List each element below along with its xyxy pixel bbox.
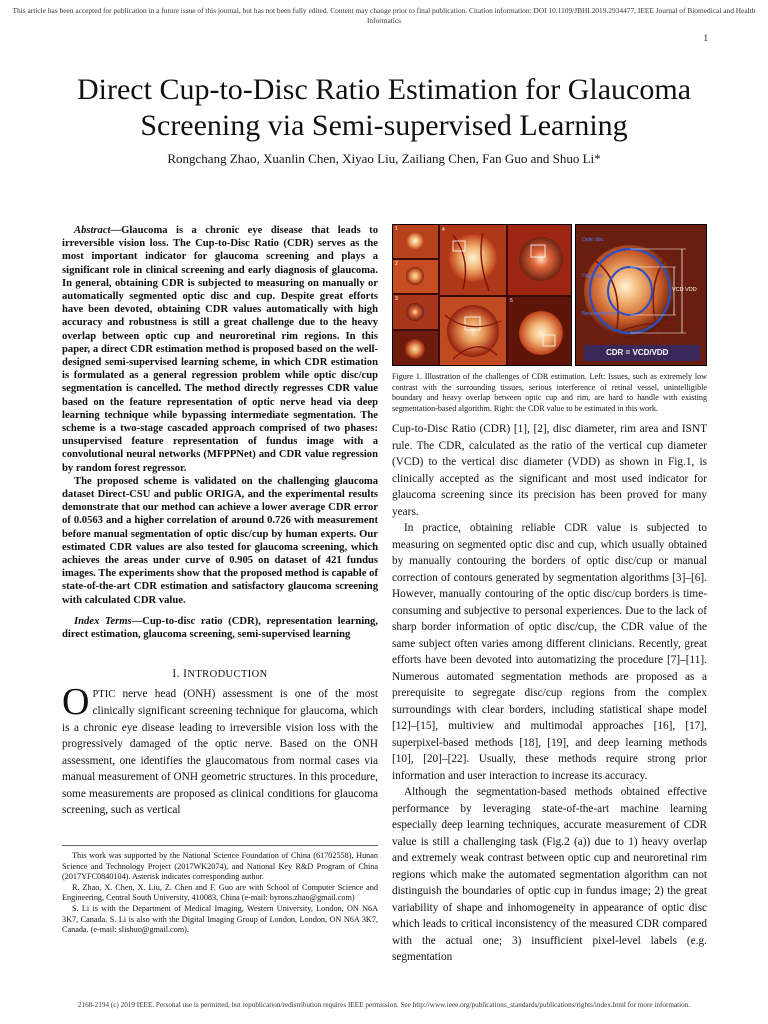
label-optic-cup: Optic cup: [582, 273, 604, 279]
panel-number-4: 4: [442, 227, 445, 233]
label-neuroretinal-rim: Neuroretinal rim: [582, 311, 618, 317]
panel-number-5: 5: [510, 298, 513, 304]
abstract-paragraph-1: Glaucoma is a chronic eye disease that leads to irreversible vision loss. The Cup-to-Disc Ratio (CDR) serves as the most important indicator for glaucoma screening and plays a significant role in clinical screening and early diagnosis of glaucoma. In general, obtaining CDR is subjected to measuring on manually or automatically segmented optic disc and cup. Despite great efforts have been devoted, obtaining CDR values automatically with high accuracy and robustness is still a great challenge due to the heavy overlap between optic cup and neuroretinal rim regions. In this paper, a direct CDR estimation method is proposed based on the well-designed semi-supervised learning scheme, in which CDR estimation is formulated as a general regression problem while optic disc/cup segmentation is cancelled. The method directly regresses CDR value based on the feature representation of optic nerve head via deep learning technique while bypassing intermediate segmentation. The scheme is a two-stage cascaded approach comprised of two phases: unsupervised feature representation of fundus image with a convolutional neural networks (MFPPNet) and CDR value regression by random forest regressor.: [62, 225, 378, 474]
intro-text: nerve head (ONH) assessment is one of the most clinically significant screening technique for glaucoma, which is a chronic eye disease leading to irreversible vision loss with the progressively damaged of the optic nerve. Based on the ONH assessment, one identifies the glaucomatous from normal cases via manual measurement of ONH geometric structures. In this procedure, some measurements are proposed as clinical conditions for glaucoma screening, such as vertical: [62, 687, 378, 817]
index-terms: Index Terms—Cup-to-disc ratio (CDR), representation learning, direct estimation, glaucoma screening, semi-supervised learning: [62, 615, 378, 640]
figure-1: [392, 224, 707, 366]
drop-cap: O: [62, 680, 90, 723]
figure-1-caption: Figure 1. Illustration of the challenges of CDR estimation. Left: Issues, such as extremely low contrast with the surrounding tissues, serious interference of retinal vessel, unintelligible boundary and heavy overlap between optic cup and rim, are hard to handle with existing segmentation-based algorithm. Right: the CDR value to be estimated in this work.: [392, 372, 707, 413]
journal-header-note: This article has been accepted for publication in a future issue of this journal, but has not been fully edited. Content may change prior to final publication. Citation information: DOI 10.1109/JBHI.2019.2934477, IEEE Journal of Biomedical and Health Informatics: [12, 6, 756, 25]
abstract-paragraph-2: The proposed scheme is validated on the challenging glaucoma dataset Direct-CSU and public ORIGA, and the experimental results demonstrate that our method can achieve a lower average CDR error of 0.0563 and a higher correlation of around 0.726 with measurement before manual segmentation of optic disc/cup by human experts. Our estimated CDR values are also tested for glaucoma screening, which achieves the areas under curve of 0.905 on dataset of 421 fundus images. The experiments show that the proposed method is capable of state-of-the-art CDR estimation and satisfactory glaucoma screening with calculated CDR value.: [62, 475, 378, 606]
label-optic-disc: Optic disc: [582, 237, 604, 243]
abstract: Abstract—Glaucoma is a chronic eye disease that leads to irreversible vision loss. The Cup-to-Disc Ratio (CDR) serves as the most important indicator for glaucoma screening and plays a significant role in clinical screening and early diagnosis of glaucoma. In general, obtaining CDR is subjected to measuring on manually or automatically segmented optic disc and cup. Despite great efforts have been devoted, obtaining CDR values automatically with high accuracy and robustness is still a great challenge due to the heavy overlap between optic cup and neuroretinal rim regions. In this paper, a direct CDR estimation method is proposed based on the well-designed semi-supervised learning scheme, in which CDR estimation is formulated as a general regression problem while optic disc/cup segmentation is cancelled. The method directly regresses CDR value based on the feature representation of optic nerve head via deep learning technique while bypassing intermediate segmentation. The scheme is a two-stage cascaded approach comprised of two phases: unsupervised feature representation of fundus image with a convolutional neural networks (MFPPNet) and CDR value regression by random forest regressor. The proposed scheme is validated on the challenging glaucoma dataset Direct-CSU and public ORIGA, and the experimental results demonstrate that our method can achieve a lower average CDR error of 0.0563 and a higher correlation of around 0.726 with measurement before manual segmentation of optic disc/cup by human experts. Our estimated CDR values are also tested for glaucoma screening, which achieves the areas under curve of 0.905 on dataset of 421 fundus images. The experiments show that the proposed method is capable of state-of-the-art CDR estimation and satisfactory glaucoma screening with calculated CDR value.: [62, 225, 378, 606]
label-vcd-vdd: VCD VDD: [672, 287, 697, 293]
section-heading-introduction: I. INTRODUCTION: [172, 667, 268, 680]
footnote-divider: [62, 845, 378, 846]
panel-number-1: 1: [395, 226, 398, 232]
right-column: [392, 224, 707, 966]
panel-number-3: 3: [395, 296, 398, 302]
introduction-paragraph: [62, 680, 378, 819]
index-terms-text: Cup-to-disc ratio (CDR), representation learning, direct estimation, glaucoma screening, semi-supervised learning: [62, 615, 378, 640]
paper-title: Direct Cup-to-Disc Ratio Estimation for Glaucoma Screening via Semi-supervised Learning: [76, 73, 692, 142]
footnote-affiliation-1: R. Zhao, X. Chen, X. Liu, Z. Chen and F. Guo are with School of Computer Science and Engineering, Central South University, 410083, China (e-mail: byrons.zhao@gmail.com): [62, 882, 378, 903]
fundus-image-collage: [393, 225, 572, 366]
footnote-affiliation-2: S. Li is with the Department of Medical Imaging, Western University, London, ON N6A 3K7, Canada. S. Li is also with the Digital Imaging Group of London, London, ON N6A 3K7, Canada. (e-mail: slishuo@gmail.com).: [62, 903, 378, 935]
abstract-label: Abstract: [74, 225, 111, 236]
cdr-illustration-panel: [575, 224, 707, 366]
cdr-formula: CDR = VCD/VDD: [606, 348, 669, 357]
fundus-challenges-panel: [392, 224, 572, 366]
intro-lead-caps: PTIC: [92, 688, 116, 700]
right-paragraph-3: Although the segmentation-based methods obtained effective performance by leveraging state-of-the-art machine learning especially deep learning techniques, accurate measurement of CDR value is still a challenging task (Fig.2 (a)) due to 1) heavy overlap and extremely weak contrast between optic cup and neuroretinal rim regions which make the automated segmentation algorithm can not distinguish the boundaries of optic cup in fundus image; 2) the great variability of shape and inhomogeneity in appearance of optic disc which leads to critical inconsistency of the measured CDR compared with the actual one; 3) insufficient pixel-level labels (e.g. segmentation: [392, 786, 707, 963]
optic-disc-diagram: [576, 225, 707, 366]
copyright-footer: 2168-2194 (c) 2019 IEEE. Personal use is permitted, but republication/redistribution requires IEEE permission. See http://www.ieee.org/publications_standards/publications/rights/index.html for more information.: [77, 1001, 691, 1009]
left-column: [62, 224, 378, 819]
right-paragraph-2: In practice, obtaining reliable CDR value is subjected to measuring on segmented optic disc and cup, which usually obtained by manually contouring the borders of optic disc/cup or manual correction of contours generated by segmentation algorithms [3]–[6]. However, manually contouring of the optic disc/cup borders is time-consuming and subjective to personal experiences. Due to the lack of sharp border information of optic disc/cup, the CDR value of the same subject often varies among different clinicians. Recently, great efforts have been devoted into automatizing the procedure [7]–[11]. Numerous automated segmentation methods are proposed as a prerequisite to segregate disc/cup regions from the complex surroundings with clear borders, including statistical shape model [12]–[15], multiview and multimodal approaches [16], [17], superpixel-based methods [18], [19], and deep learning methods [10], [20]–[22]. Usually, these methods require strong prior information and user interaction to increase its accuracy.: [392, 522, 707, 782]
page-number: 1: [703, 33, 708, 43]
right-column-body: [392, 421, 707, 966]
panel-number-2: 2: [395, 261, 398, 267]
author-list: Rongchang Zhao, Xuanlin Chen, Xiyao Liu, Zailiang Chen, Fan Guo and Shuo Li*: [167, 151, 601, 166]
right-paragraph-1: Cup-to-Disc Ratio (CDR) [1], [2], disc diameter, rim area and ISNT rule. The CDR, calculated as the ratio of the vertical cup diameter (VCD) to the vertical disc diameter (VDD) as shown in Fig.1, is clinically accepted as the significant and most used indicator for glaucoma screening since its precision has been proved for many years.: [392, 423, 707, 518]
footnote-funding: This work was supported by the National Science Foundation of China (61702558), Hunan Science and Technology Project (2017WK2074), and National Key R&D Program of China (2017YFC0840104). Asterisk indicates corresponding author.: [62, 851, 378, 882]
index-terms-label: Index Terms: [74, 615, 132, 627]
footnotes: [62, 851, 378, 936]
